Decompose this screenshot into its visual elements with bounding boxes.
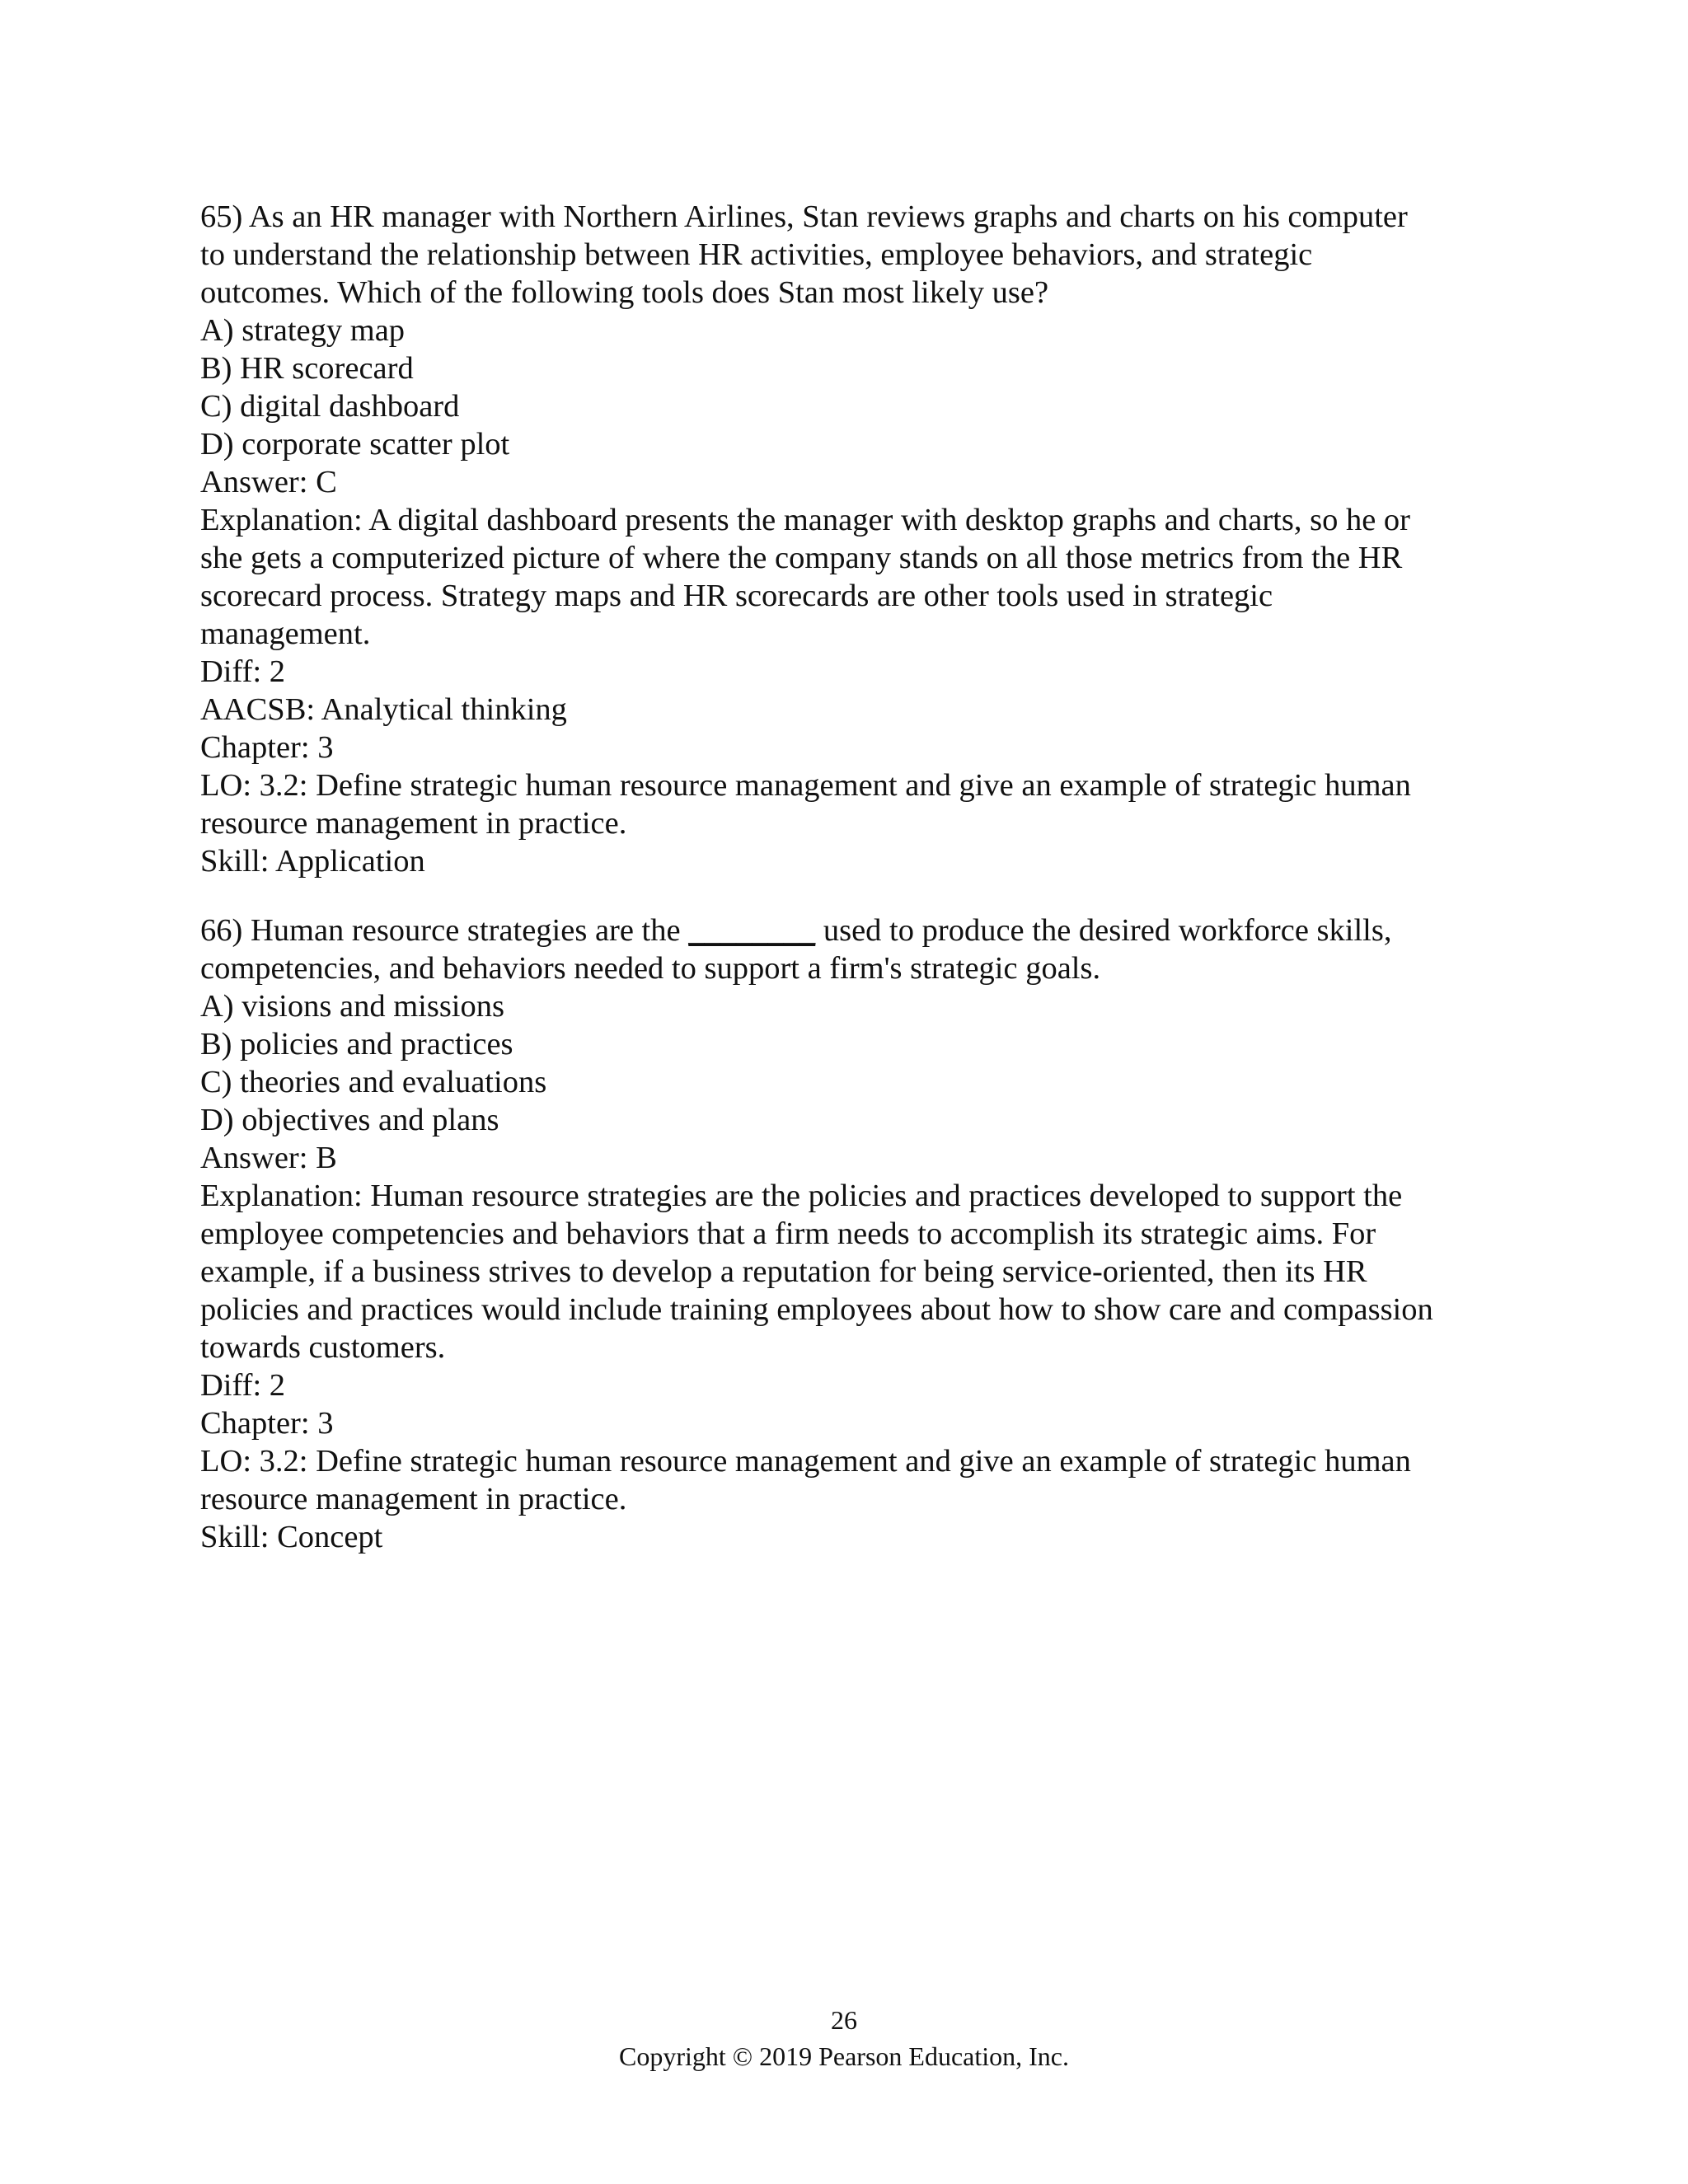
explanation-line: policies and practices would include training employees about how to show care and compassion [200,1292,1433,1327]
explanation-line: management. [200,616,371,651]
question-stem-line: outcomes. Which of the following tools does Stan most likely use? [200,275,1049,310]
aacsb-tag: AACSB: Analytical thinking [200,692,567,727]
stem-text-before-blank: 66) Human resource strategies are the [200,913,689,948]
question-66 [200,912,1503,1556]
learning-objective-line: resource management in practice. [200,806,627,841]
explanation-line: Explanation: Human resource strategies are the policies and practices developed to support the [200,1179,1403,1213]
explanation-line: towards customers. [200,1330,446,1365]
question-stem-line: to understand the relationship between HR activities, employee behaviors, and strategic [200,237,1313,272]
question-stem-line: 65) As an HR manager with Northern Airlines, Stan reviews graphs and charts on his computer [200,199,1408,234]
page-number: 26 [831,2005,857,2035]
explanation-line: example, if a business strives to develop a reputation for being service-oriented, then its HR [200,1254,1367,1289]
answer-option: D) corporate scatter plot [200,427,510,462]
stem-text-after-blank: used to produce the desired workforce skills, [815,913,1392,948]
explanation-line: she gets a computerized picture of where the company stands on all those metrics from the HR [200,541,1403,575]
skill: Skill: Concept [200,1520,383,1554]
answer-key: Answer: C [200,465,337,499]
answer-option: B) policies and practices [200,1027,513,1062]
answer-option: D) objectives and plans [200,1103,499,1137]
answer-key: Answer: B [200,1141,337,1175]
question-stem-line [200,912,1503,949]
answer-option: C) theories and evaluations [200,1065,547,1099]
skill: Skill: Application [200,844,425,879]
difficulty: Diff: 2 [200,1368,286,1403]
copyright-notice: Copyright © 2019 Pearson Education, Inc. [619,2041,1069,2071]
chapter: Chapter: 3 [200,1406,334,1441]
difficulty: Diff: 2 [200,654,286,689]
answer-option: B) HR scorecard [200,351,414,386]
explanation-line: Explanation: A digital dashboard presents the manager with desktop graphs and charts, so he or [200,503,1411,537]
question-stem-line: competencies, and behaviors needed to support a firm's strategic goals. [200,951,1101,986]
answer-option: A) strategy map [200,313,406,348]
fill-in-blank: ________ [688,913,816,948]
learning-objective-line: resource management in practice. [200,1482,627,1516]
learning-objective-line: LO: 3.2: Define strategic human resource management and give an example of strategic human [200,1444,1411,1479]
question-65 [200,198,1503,880]
document-body [200,198,1503,1587]
chapter: Chapter: 3 [200,730,334,765]
explanation-line: employee competencies and behaviors that a firm needs to accomplish its strategic aims. For [200,1216,1376,1251]
explanation-line: scorecard process. Strategy maps and HR scorecards are other tools used in strategic [200,579,1273,613]
learning-objective-line: LO: 3.2: Define strategic human resource management and give an example of strategic human [200,768,1411,803]
answer-option: A) visions and missions [200,989,504,1024]
answer-option: C) digital dashboard [200,389,460,424]
